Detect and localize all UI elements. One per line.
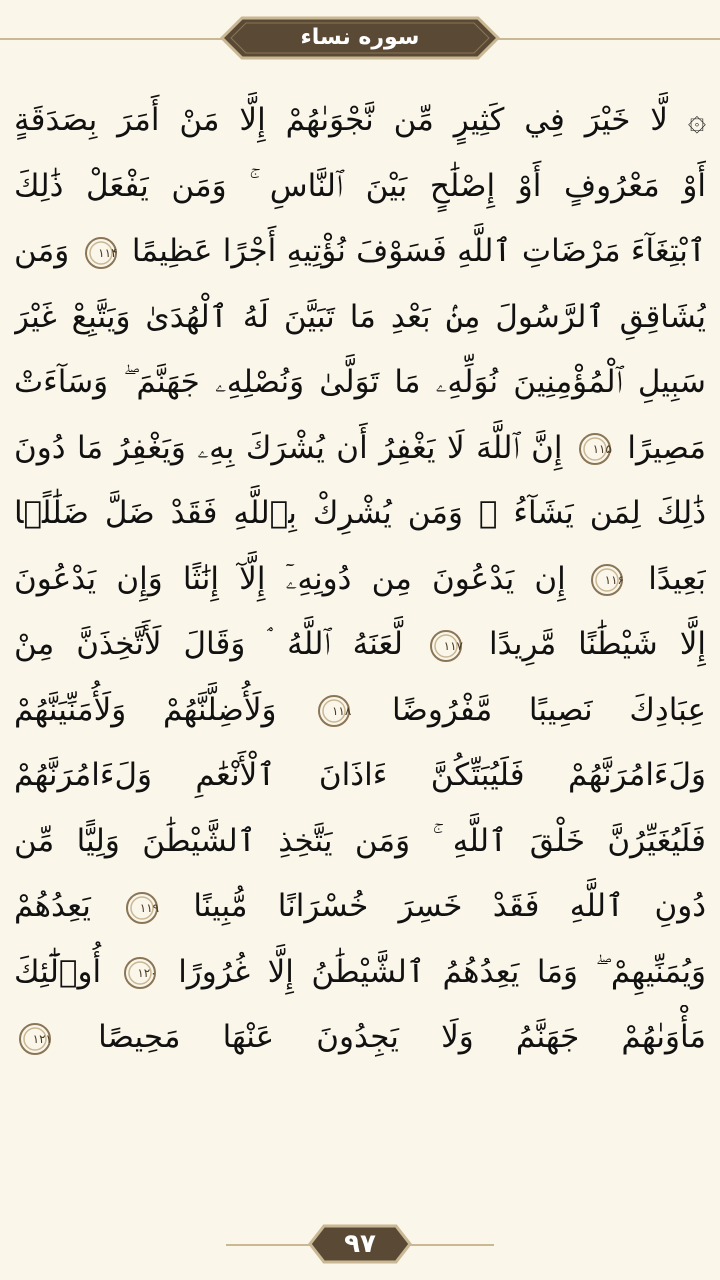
verse-text: لَّعَنَهُ ٱللَّهُ ۘ وَقَالَ لَأَتَّخِذَنَّ مِنْ — [14, 626, 403, 662]
verse-line — [14, 874, 706, 940]
verse-line — [14, 547, 706, 613]
verse-text: ٱبْتِغَآءَ مَرْضَاتِ ٱللَّهِ فَسَوْفَ نُؤْتِيهِ أَجْرًا عَظِيمًا — [131, 233, 706, 269]
quran-page-text — [14, 88, 706, 1071]
ayah-number-marker: ۱۱۵ — [578, 432, 612, 466]
ayah-number-marker: ۱۱۸ — [317, 694, 351, 728]
verse-text: سَبِيلِ ٱلْمُؤْمِنِينَ نُوَلِّهِۦ مَا تَوَلَّىٰ وَنُصْلِهِۦ جَهَنَّمَ ۖ وَسَآءَتْ — [14, 364, 706, 400]
page-number-frame — [306, 1222, 414, 1266]
verse-line — [14, 285, 706, 351]
verse-line — [14, 678, 706, 744]
header-rule-left — [0, 38, 222, 40]
ayah-number-marker: ۱۲۰ — [123, 956, 157, 990]
verse-text: أُو۟لَٰٓئِكَ — [14, 953, 102, 990]
verse-text: ۞ لَّا خَيْرَ فِي كَثِيرٍ مِّن نَّجْوَىٰهُمْ إِلَّا مَنْ أَمَرَ بِصَدَقَةٍ — [14, 102, 706, 138]
verse-text: ذَٰلِكَ لِمَن يَشَآءُ ۚ وَمَن يُشْرِكْ بِٱللَّهِ فَقَدْ ضَلَّ ضَلَٰلًۢا — [14, 495, 706, 531]
verse-line — [14, 219, 706, 285]
ayah-number-marker: ۱۱۷ — [429, 629, 463, 663]
verse-text: مَصِيرًا — [627, 429, 706, 466]
verse-line — [14, 416, 706, 482]
verse-line — [14, 809, 706, 875]
verse-line — [14, 154, 706, 220]
verse-line — [14, 481, 706, 547]
verse-text: أَوْ مَعْرُوفٍ أَوْ إِصْلَٰحٍ بَيْنَ ٱلنَّاسِ ۚ وَمَن يَفْعَلْ ذَٰلِكَ — [14, 167, 706, 204]
verse-text: وَمَن — [14, 233, 70, 269]
verse-line — [14, 743, 706, 809]
verse-text: يُشَاقِقِ ٱلرَّسُولَ مِنۢ بَعْدِ مَا تَبَيَّنَ لَهُ ٱلْهُدَىٰ وَيَتَّبِعْ غَيْرَ — [14, 298, 706, 335]
verse-text: عِبَادِكَ نَصِيبًا مَّفْرُوضًا — [392, 691, 706, 728]
page-number: ۹۷ — [344, 1229, 376, 1259]
header-rule-right — [498, 38, 720, 40]
verse-text: إِن يَدْعُونَ مِن دُونِهِۦٓ إِلَّآ إِنَٰثًا وَإِن يَدْعُونَ — [14, 560, 566, 597]
verse-text: دُونِ ٱللَّهِ فَقَدْ خَسِرَ خُسْرَانًا مُّبِينًا — [193, 888, 706, 924]
verse-text: وَلَأُضِلَّنَّهُمْ وَلَأُمَنِّيَنَّهُمْ — [14, 691, 277, 728]
ayah-number-marker: ۱۲۱ — [18, 1022, 52, 1056]
verse-text: يَعِدُهُمْ — [14, 888, 91, 924]
verse-line — [14, 940, 706, 1006]
verse-text: وَيُمَنِّيهِمْ ۖ وَمَا يَعِدُهُمُ ٱلشَّيْطَٰنُ إِلَّا غُرُورًا — [178, 953, 706, 990]
ayah-number-marker: ۱۱۶ — [590, 563, 624, 597]
page-header — [0, 0, 720, 76]
surah-title: سوره نساء — [300, 25, 420, 50]
ayah-number-marker: ۱۱۴ — [84, 236, 118, 270]
verse-line — [14, 350, 706, 416]
verse-text: مَأْوَىٰهُمْ جَهَنَّمُ وَلَا يَجِدُونَ عَنْهَا مَحِيصًا — [98, 1019, 706, 1055]
footer-rule-left — [226, 1244, 310, 1246]
ayah-number-marker: ۱۱۹ — [125, 891, 159, 925]
verse-text: إِنَّ ٱللَّهَ لَا يَغْفِرُ أَن يُشْرَكَ بِهِۦ وَيَغْفِرُ مَا دُونَ — [14, 429, 563, 466]
verse-text: إِلَّا شَيْطَٰنًا مَّرِيدًا — [488, 626, 706, 662]
verse-text: فَلَيُغَيِّرُنَّ خَلْقَ ٱللَّهِ ۚ وَمَن يَتَّخِذِ ٱلشَّيْطَٰنَ وَلِيًّا مِّن — [14, 822, 706, 859]
surah-title-frame — [218, 14, 502, 62]
verse-line — [14, 88, 706, 154]
footer-rule-right — [410, 1244, 494, 1246]
verse-text: وَلَءَامُرَنَّهُمْ فَلَيُبَتِّكُنَّ ءَاذَانَ ٱلْأَنْعَٰمِ وَلَءَامُرَنَّهُمْ — [14, 757, 706, 793]
verse-text: بَعِيدًا — [648, 560, 706, 597]
verse-line — [14, 1005, 706, 1071]
verse-line — [14, 612, 706, 678]
